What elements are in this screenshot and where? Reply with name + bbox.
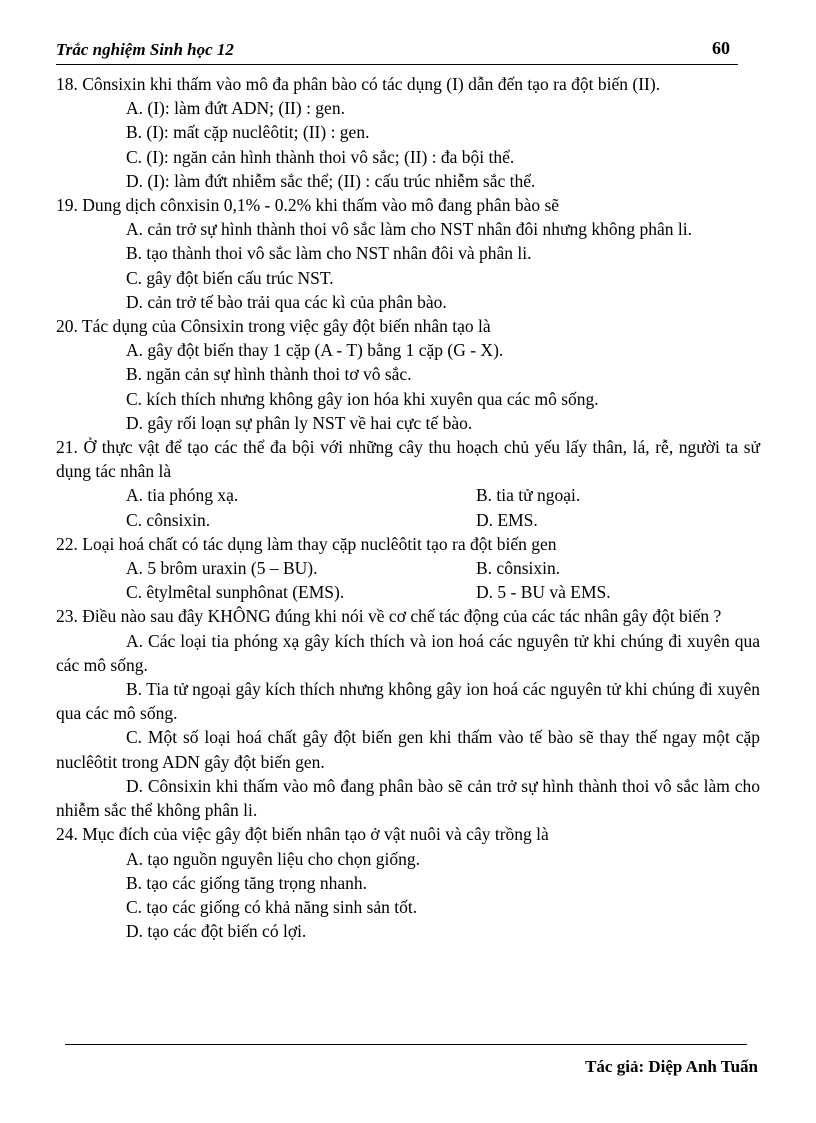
question-stem: 22. Loại hoá chất có tác dụng làm thay cặp nuclêôtit tạo ra đột biến gen [56, 533, 557, 554]
option-d: D. tạo các đột biến có lợi. [126, 921, 307, 942]
option-b: B. ngăn cản sự hình thành thoi tơ vô sắc. [126, 364, 412, 385]
option-c: C. êtylmêtal sunphônat (EMS). [126, 582, 345, 603]
question-stem: 21. Ở thực vật để tạo các thể đa bội với những cây thu hoạch chủ yếu lấy thân, lá, rễ, người ta sử dụng tác nhân là [56, 437, 760, 482]
option-a: A. cản trở sự hình thành thoi vô sắc làm cho NST nhân đôi nhưng không phân li. [126, 219, 692, 240]
header-title: Trắc nghiệm Sinh học 12 [56, 40, 234, 59]
options-row [56, 508, 760, 532]
option-d: D. gây rối loạn sự phân ly NST về hai cực tế bào. [126, 412, 473, 433]
question-23 [56, 604, 760, 822]
option-b: B. Tia tử ngoại gây kích thích nhưng không gây ion hoá các nguyên tử khi chúng đi xuyên qua các mô sống. [56, 679, 760, 724]
option-b: B. tạo các giống tăng trọng nhanh. [126, 872, 368, 893]
option-d: D. cản trở tế bào trải qua các kì của phân bào. [126, 291, 447, 312]
option-c: C. cônsixin. [126, 509, 211, 530]
option-a: A. tạo nguồn nguyên liệu cho chọn giống. [126, 848, 421, 869]
options-row [56, 580, 760, 604]
question-21 [56, 435, 760, 532]
option-d: D. Cônsixin khi thấm vào mô đang phân bào sẽ cản trở sự hình thành thoi vô sắc làm cho nhiễm sắc thể không phân li. [56, 775, 760, 821]
option-c: C. Một số loại hoá chất gây đột biến gen khi thấm vào tế bào sẽ thay thế ngay một cặp nuclêôtit trong ADN gây đột biến gen. [56, 727, 760, 772]
question-stem: 24. Mục đích của việc gây đột biến nhân tạo ở vật nuôi và cây trồng là [56, 824, 549, 845]
question-stem: 20. Tác dụng của Cônsixin trong việc gây đột biến nhân tạo là [56, 316, 491, 337]
question-24 [56, 822, 760, 943]
option-b: B. (I): mất cặp nuclêôtit; (II) : gen. [126, 122, 370, 143]
option-a: A. (I): làm đứt ADN; (II) : gen. [126, 98, 345, 119]
option-c: C. tạo các giống có khả năng sinh sản tốt. [126, 896, 418, 917]
option-a: A. tia phóng xạ. [126, 485, 239, 506]
option-c: C. kích thích nhưng không gây ion hóa khi xuyên qua các mô sống. [126, 388, 599, 409]
option-c: C. (I): ngăn cản hình thành thoi vô sắc; (II) : đa bội thể. [126, 146, 515, 167]
question-stem: 18. Cônsixin khi thấm vào mô đa phân bào có tác dụng (I) dẫn đến tạo ra đột biến (II). [56, 74, 661, 94]
question-22 [56, 532, 760, 605]
option-d: D. 5 - BU và EMS. [476, 582, 611, 603]
option-b: B. tia tử ngoại. [476, 485, 581, 506]
option-d: D. (I): làm đứt nhiễm sắc thể; (II) : cấu trúc nhiễm sắc thể. [126, 170, 536, 191]
options-row [56, 556, 760, 580]
option-b: B. tạo thành thoi vô sắc làm cho NST nhân đôi và phân li. [126, 243, 532, 264]
option-a: A. 5 brôm uraxin (5 – BU). [126, 558, 318, 579]
question-20 [56, 314, 760, 435]
option-b: B. cônsixin. [476, 558, 561, 579]
question-stem: 19. Dung dịch cônxisin 0,1% - 0.2% khi thấm vào mô đang phân bào sẽ [56, 195, 560, 216]
option-c: C. gây đột biến cấu trúc NST. [126, 267, 334, 288]
question-19 [56, 193, 760, 314]
options-row [56, 483, 760, 507]
option-a: A. gây đột biến thay 1 cặp (A - T) bằng 1 cặp (G - X). [126, 340, 504, 361]
option-a: A. Các loại tia phóng xạ gây kích thích và ion hoá các nguyên tử khi chúng đi xuyên qua các mô sống. [56, 630, 760, 675]
footer-divider [65, 1044, 747, 1045]
question-18 [56, 72, 760, 193]
page-header [56, 36, 738, 65]
option-d: D. EMS. [476, 509, 538, 530]
question-stem: 23. Điều nào sau đây KHÔNG đúng khi nói về cơ chế tác động của các tác nhân gây đột biến ? [56, 606, 722, 627]
footer-author: Tác giả: Diệp Anh Tuấn [585, 1057, 758, 1076]
page-number: 60 [712, 38, 730, 58]
page-content [56, 72, 760, 943]
